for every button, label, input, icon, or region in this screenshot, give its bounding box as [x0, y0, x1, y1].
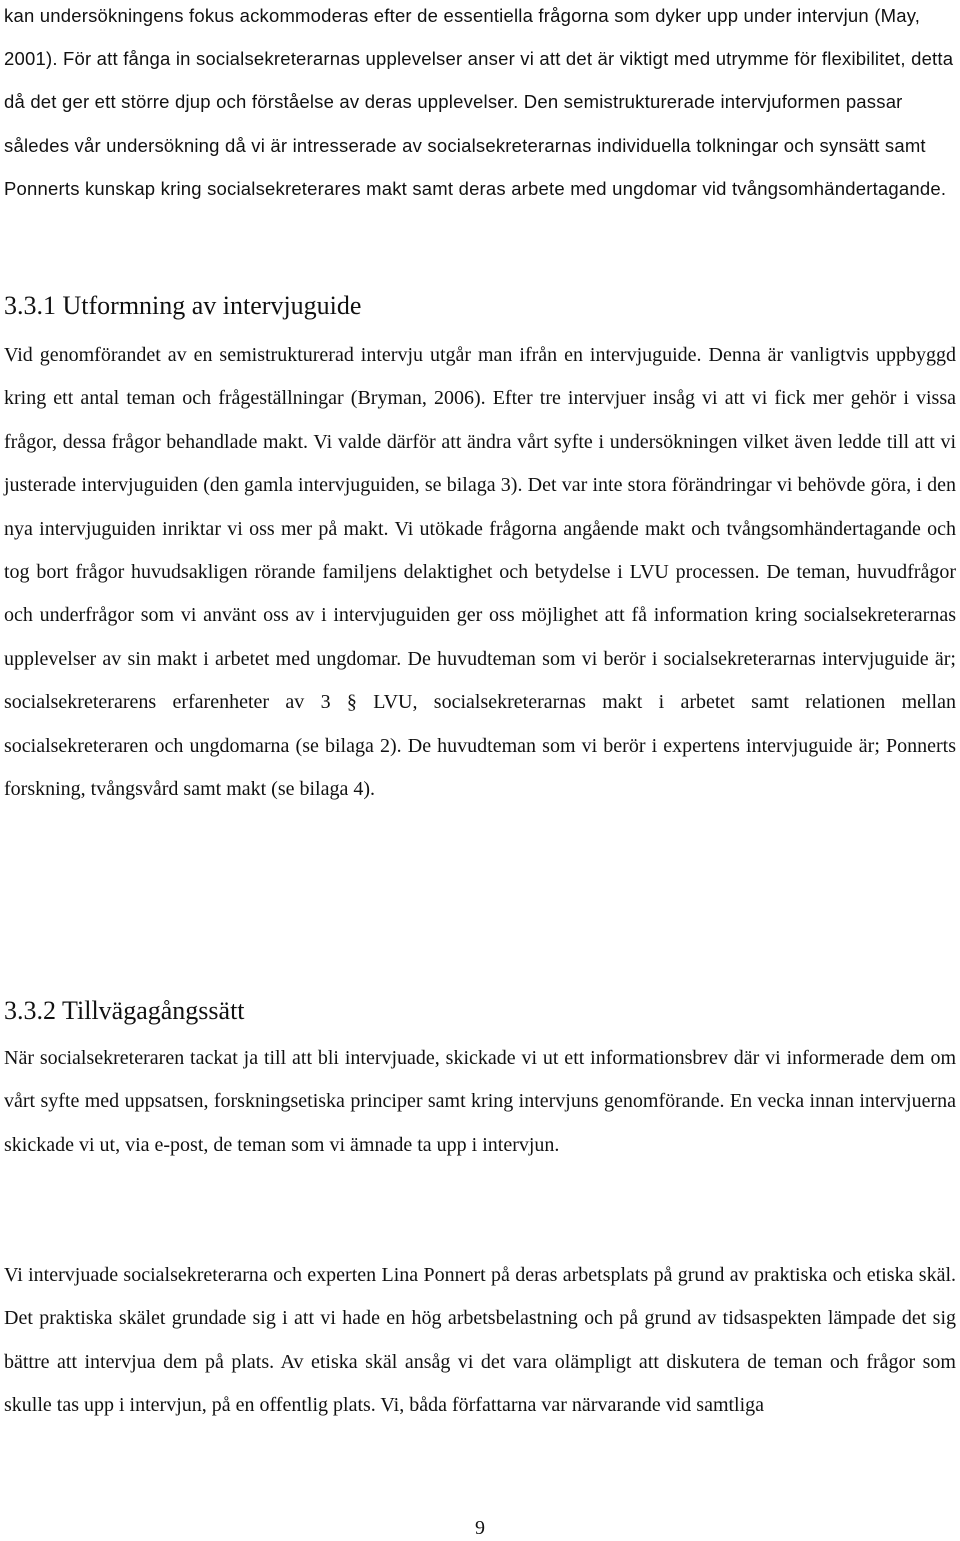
section-3-3-2-paragraph-2: Vi intervjuade socialsekreterarna och experten Lina Ponnert på deras arbetsplats på grund av praktiska och etiska skäl. Det praktiska skälet grundade sig i att vi hade en hög arbetsbelastning och på grund av tidsaspekten lämpade det sig bättre att intervjua dem på plats. Av etiska skäl ansåg vi det vara olämpligt att diskutera de teman och frågor som skulle tas upp i intervjun, på en offentlig plats. Vi, båda författarna var närvarande vid samtliga — [4, 1264, 956, 1417]
intro-paragraph: kan undersökningens fokus ackommoderas efter de essentiella frågorna som dyker upp under intervjun (May, 2001). För att fånga in socialsekreterarnas upplevelser anser vi att det är viktigt med utrymme för flexibilitet, detta då det ger ett större djup och förståelse av deras upplevelser. Den semistrukturerade intervjuformen passar således vår undersökning då vi är intresserade av socialsekreterarnas individuella tolkningar och synsätt samt Ponnerts kunskap kring socialsekreterares makt samt deras arbete med ungdomar vid tvångsomhändertagande. — [4, 5, 954, 199]
section-3-3-2-paragraph-1: När socialsekreteraren tackat ja till att bli intervjuade, skickade vi ut ett informationsbrev där vi informerade dem om vårt syfte med uppsatsen, forskningsetiska principer samt kring intervjuns genomförande. En vecka innan intervjuerna skickade vi ut, via e-post, de teman som vi ämnade ta upp i intervjun. — [4, 1047, 956, 1156]
section-heading-3-3-2: 3.3.2 Tillvägagångssätt — [4, 996, 245, 1025]
section-3-3-1-paragraph: Vid genomförandet av en semistrukturerad intervju utgår man ifrån en intervjuguide. Denna är vanligtvis uppbyggd kring ett antal teman och frågeställningar (Bryman, 2006). Efter tre intervjuer insåg vi att vi fick mer gehör i vissa frågor, dessa frågor behandlade makt. Vi valde därför att ändra vårt syfte i undersökningen vilket även ledde till att vi justerade intervjuguiden (den gamla intervjuguiden, se bilaga 3). Det var inte stora förändringar vi behövde göra, i den nya intervjuguiden inriktar vi oss mer på makt. Vi utökade frågorna angående makt och tvångsomhändertagande och tog bort frågor huvudsakligen rörande familjens delaktighet och betydelse i LVU processen. De teman, huvudfrågor och underfrågor som vi använt oss av i intervjuguiden ger oss möjlighet att få information kring socialsekreterarnas upplevelser av sin makt i arbetet med ungdomar. De huvudteman som vi berör i socialsekreterarnas intervjuguide är; socialsekreterarens erfarenheter av 3 § LVU, socialsekreterarnas makt i arbetet samt relationen mellan socialsekreteraren och ungdomarna (se bilaga 2). De huvudteman som vi berör i expertens intervjuguide är; Ponnerts forskning, tvångsvård samt makt (se bilaga 4). — [4, 344, 956, 801]
page-number: 9 — [475, 1517, 485, 1539]
section-heading-3-3-1: 3.3.1 Utformning av intervjuguide — [4, 291, 362, 320]
